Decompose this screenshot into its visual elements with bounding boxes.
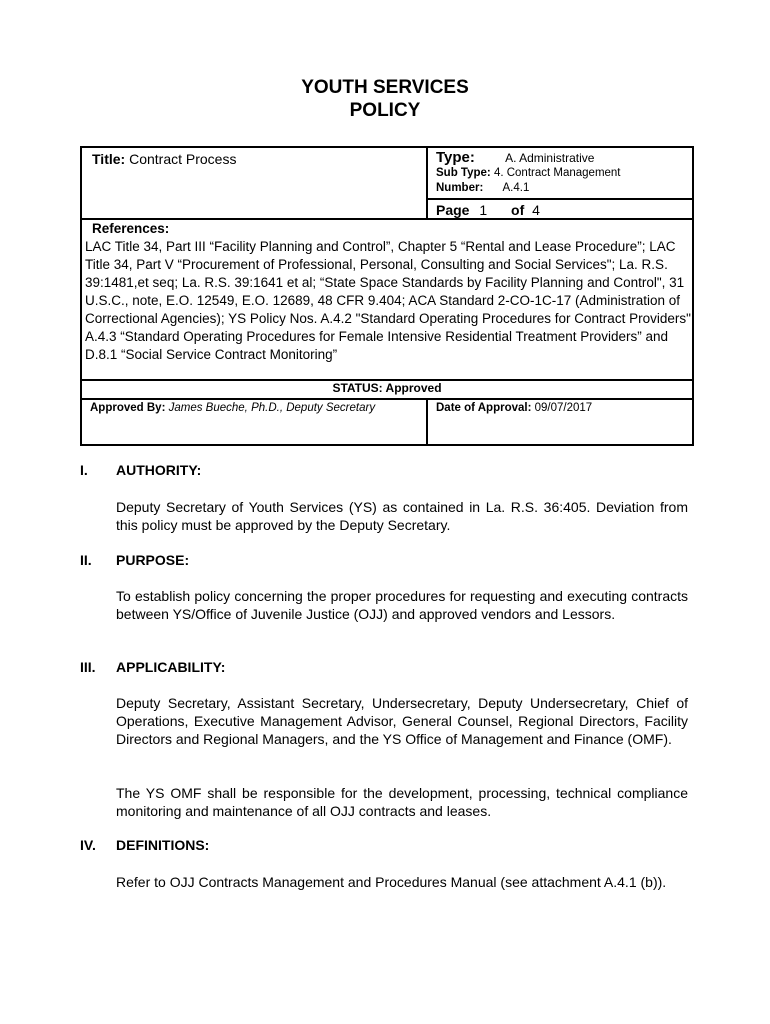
document-title [0, 76, 770, 122]
status-badge: STATUS: Approved [332, 381, 442, 395]
title-value: Contract Process [129, 151, 237, 167]
of-value: 4 [532, 202, 540, 218]
references-text: LAC Title 34, Part III “Facility Planning and Control”, Chapter 5 “Rental and Lease Procedure”; LAC Title 34, Part V “Procurement of Professional, Personal, Consulting and Social Services"; La. R.S. 39:1481,et seq; La. R.S. 39:1641 et al; “State Space Standards by Facility Planning and Control", 31 U.S.C., note, E.O. 12549, E.O. 12689, 48 CFR 9.404; ACA Standard 2-CO-1C-17 (Administration of Correctional Agencies); YS Policy Nos. A.4.2 "Standard Operating Procedures for Contract Providers" A.4.3 “Standard Operating Procedures for Female Intensive Residential Treatment Providers” and D.8.1 “Social Service Contract Monitoring” [85, 239, 691, 362]
applicability-paragraph-1: Deputy Secretary, Assistant Secretary, Undersecretary, Deputy Undersecretary, Chief of Operations, Executive Management Advisor, General Counsel, Regional Directors, Facility Directors and Regional Managers, and the YS Office of Management and Finance (OMF). [116, 695, 688, 747]
approved-by [90, 402, 375, 414]
page-indicator [436, 202, 540, 218]
section-heading: PURPOSE: [116, 552, 190, 568]
divider [426, 198, 692, 200]
type-label: Type: [436, 149, 475, 166]
title-label: Title: [92, 151, 126, 167]
divider [82, 398, 692, 400]
of-label: of [511, 202, 525, 218]
applicability-paragraph-2: The YS OMF shall be responsible for the development, processing, technical compliance monitoring and maintenance of all OJJ contracts and leases. [116, 785, 688, 819]
purpose-paragraph: To establish policy concerning the proper procedures for requesting and executing contracts between YS/Office of Juvenile Justice (OJJ) and approved vendors and Lessors. [116, 588, 688, 622]
section-heading: DEFINITIONS: [116, 837, 210, 853]
approved-by-label: Approved By: [90, 402, 166, 414]
section-heading: APPLICABILITY: [116, 659, 226, 675]
authority-paragraph: Deputy Secretary of Youth Services (YS) as contained in La. R.S. 36:405. Deviation from this policy must be approved by the Deputy Secretary. [116, 499, 688, 533]
subtype-value: 4. Contract Management [493, 167, 621, 179]
approval-date [436, 402, 592, 414]
policy-type [436, 150, 621, 196]
references [85, 220, 691, 364]
page-value: 1 [479, 202, 488, 218]
title-line-1: YOUTH SERVICES [301, 77, 469, 98]
section-number: III. [80, 659, 96, 675]
divider [426, 400, 428, 446]
type-value: A. Administrative [505, 151, 595, 165]
section-heading: AUTHORITY: [116, 462, 202, 478]
section-number: I. [80, 462, 88, 478]
approved-by-value: James Bueche, Ph.D., Deputy Secretary [168, 402, 376, 414]
number-label: Number: [436, 182, 484, 194]
divider [426, 148, 428, 218]
section-number: II. [80, 552, 92, 568]
definitions-paragraph: Refer to OJJ Contracts Management and Procedures Manual (see attachment A.4.1 (b)). [116, 874, 667, 890]
subtype-label: Sub Type: [436, 167, 491, 179]
number-value: A.4.1 [502, 182, 530, 194]
page-label: Page [436, 202, 470, 218]
policy-header-table [80, 146, 694, 446]
title-line-2: POLICY [349, 100, 421, 121]
date-value: 09/07/2017 [534, 402, 593, 414]
policy-title [92, 151, 236, 167]
references-label: References: [92, 221, 170, 236]
date-label: Date of Approval: [436, 402, 532, 414]
section-number: IV. [80, 837, 96, 853]
